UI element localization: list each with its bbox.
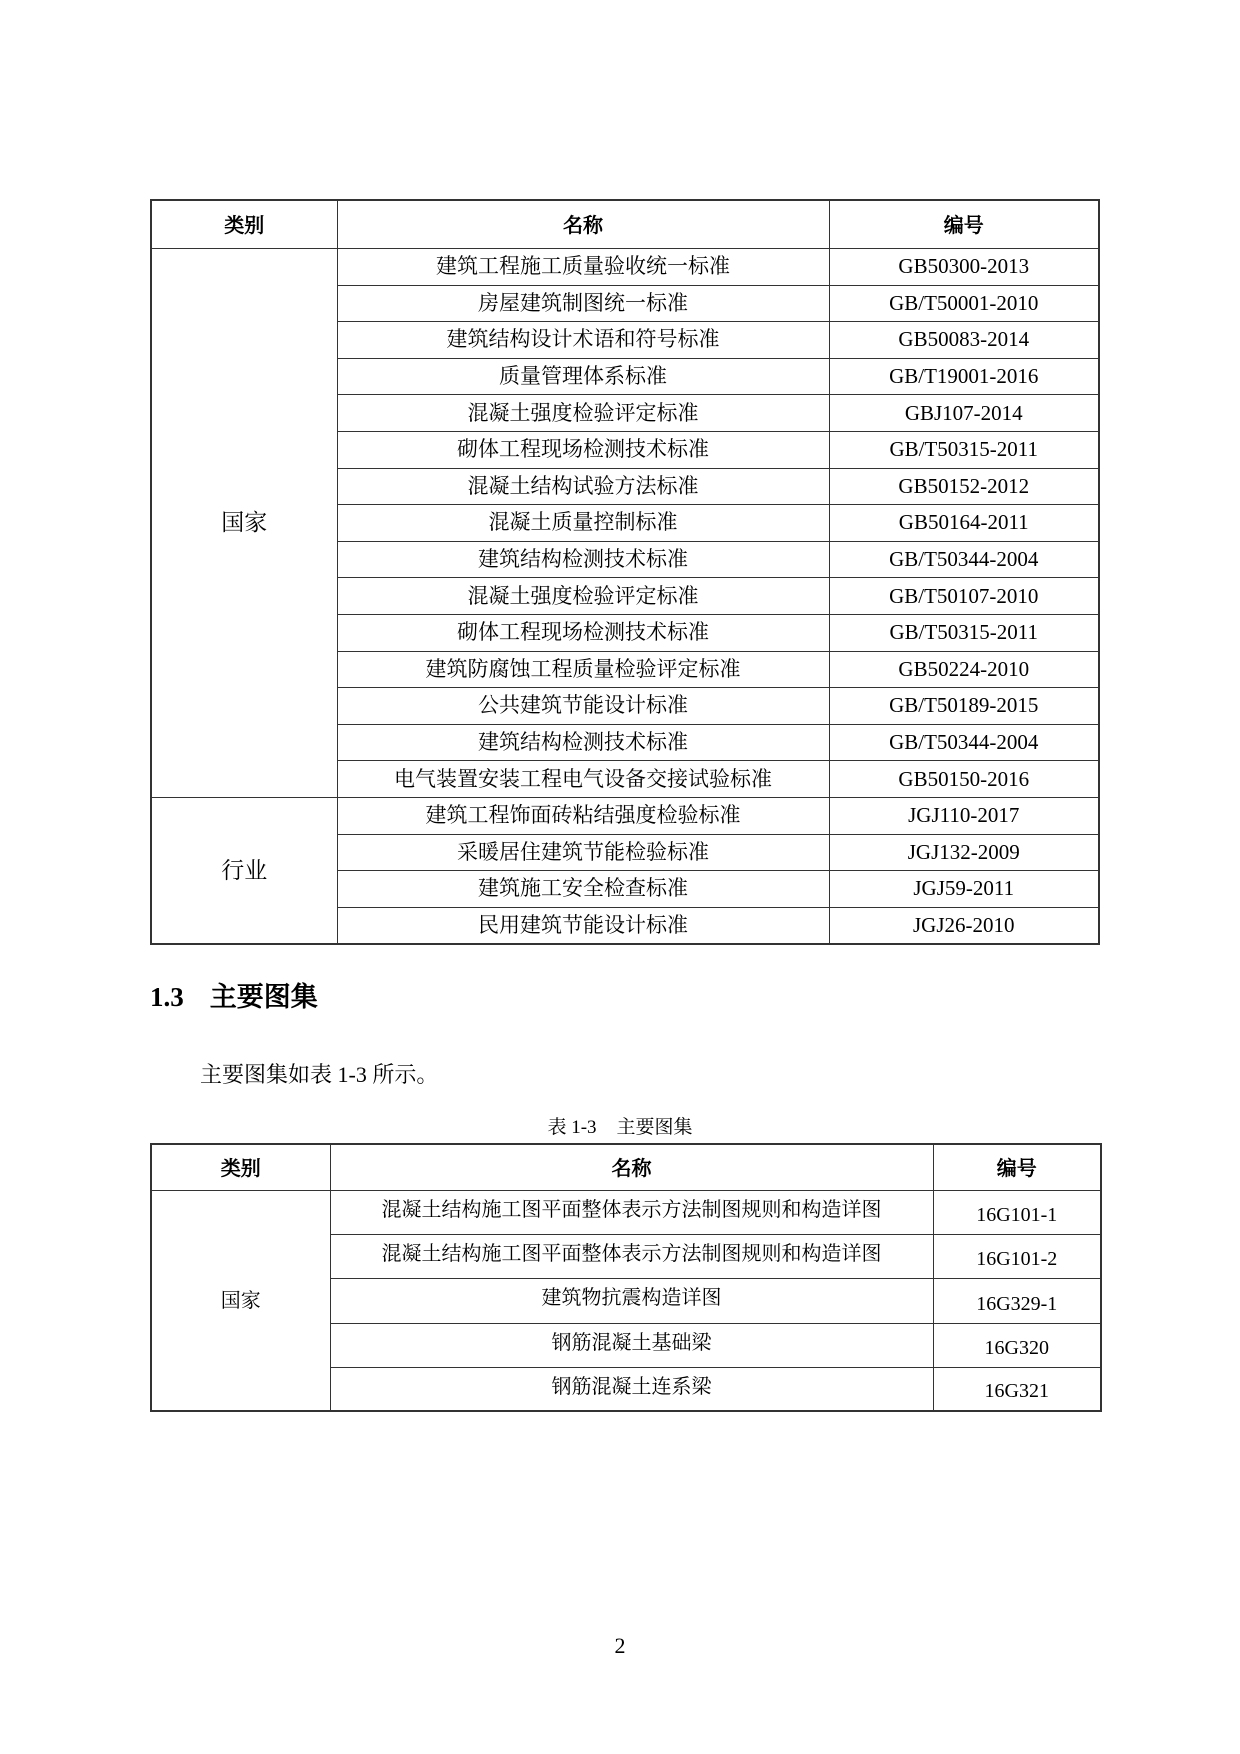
header-name: 名称 — [330, 1144, 933, 1191]
standard-code: GB/T50344-2004 — [829, 541, 1099, 578]
standard-code: GB/T50315-2011 — [829, 431, 1099, 468]
atlas-code: 16G321 — [933, 1367, 1101, 1411]
standard-name: 房屋建筑制图统一标准 — [337, 285, 829, 322]
standard-code: GB50300-2013 — [829, 249, 1099, 286]
header-category: 类别 — [151, 1144, 330, 1191]
standard-code: JGJ132-2009 — [829, 834, 1099, 871]
standard-name: 质量管理体系标准 — [337, 358, 829, 395]
standard-code: GB50224-2010 — [829, 651, 1099, 688]
table-row — [151, 797, 1099, 834]
standard-code: GB50164-2011 — [829, 505, 1099, 542]
page-number: 2 — [614, 1633, 626, 1658]
atlas-code: 16G101-2 — [933, 1235, 1101, 1279]
category-cell: 国家 — [151, 1191, 330, 1412]
standard-name: 混凝土结构试验方法标准 — [337, 468, 829, 505]
table-header-row — [151, 1144, 1101, 1191]
standard-name: 建筑工程饰面砖粘结强度检验标准 — [337, 797, 829, 834]
table-header-row — [151, 200, 1099, 249]
standard-code: GB/T50107-2010 — [829, 578, 1099, 615]
table-row — [151, 249, 1099, 286]
standard-code: GBJ107-2014 — [829, 395, 1099, 432]
caption-number: 表 1-3 — [547, 1117, 597, 1138]
standard-code: GB50152-2012 — [829, 468, 1099, 505]
standard-name: 建筑结构设计术语和符号标准 — [337, 322, 829, 359]
standard-name: 电气装置安装工程电气设备交接试验标准 — [337, 761, 829, 798]
standard-code: GB/T19001-2016 — [829, 358, 1099, 395]
standard-name: 混凝土质量控制标准 — [337, 505, 829, 542]
table-caption — [0, 1112, 1240, 1139]
header-category: 类别 — [151, 200, 337, 249]
header-code: 编号 — [829, 200, 1099, 249]
standard-name: 民用建筑节能设计标准 — [337, 907, 829, 944]
standard-name: 建筑结构检测技术标准 — [337, 724, 829, 761]
standard-name: 建筑工程施工质量验收统一标准 — [337, 249, 829, 286]
standard-code: GB/T50189-2015 — [829, 688, 1099, 725]
atlas-name: 混凝土结构施工图平面整体表示方法制图规则和构造详图 — [330, 1235, 933, 1279]
standard-name: 建筑防腐蚀工程质量检验评定标准 — [337, 651, 829, 688]
standard-code: GB/T50344-2004 — [829, 724, 1099, 761]
standard-code: GB/T50315-2011 — [829, 614, 1099, 651]
standard-code: JGJ26-2010 — [829, 907, 1099, 944]
standard-name: 公共建筑节能设计标准 — [337, 688, 829, 725]
atlas-code: 16G320 — [933, 1323, 1101, 1367]
standard-code: JGJ110-2017 — [829, 797, 1099, 834]
section-heading — [150, 975, 318, 1014]
caption-title: 主要图集 — [616, 1116, 693, 1138]
standard-name: 建筑结构检测技术标准 — [337, 541, 829, 578]
header-name: 名称 — [337, 200, 829, 249]
standard-name: 砌体工程现场检测技术标准 — [337, 431, 829, 468]
atlas-code: 16G329-1 — [933, 1279, 1101, 1323]
atlas-name: 建筑物抗震构造详图 — [330, 1279, 933, 1323]
standard-name: 混凝土强度检验评定标准 — [337, 578, 829, 615]
category-cell: 国家 — [151, 249, 337, 798]
section-number: 1.3 — [150, 982, 184, 1012]
atlas-table — [150, 1143, 1102, 1412]
body-paragraph: 主要图集如表 1-3 所示。 — [200, 1062, 439, 1087]
standard-code: JGJ59-2011 — [829, 871, 1099, 908]
standard-name: 混凝土强度检验评定标准 — [337, 395, 829, 432]
category-cell: 行业 — [151, 797, 337, 944]
standards-table — [150, 199, 1100, 945]
atlas-code: 16G101-1 — [933, 1191, 1101, 1235]
atlas-name: 钢筋混凝土基础梁 — [330, 1323, 933, 1367]
header-code: 编号 — [933, 1144, 1101, 1191]
table-row — [151, 1191, 1101, 1235]
atlas-name: 混凝土结构施工图平面整体表示方法制图规则和构造详图 — [330, 1191, 933, 1235]
atlas-name: 钢筋混凝土连系梁 — [330, 1367, 933, 1411]
standard-name: 采暖居住建筑节能检验标准 — [337, 834, 829, 871]
standard-name: 砌体工程现场检测技术标准 — [337, 614, 829, 651]
standard-code: GB/T50001-2010 — [829, 285, 1099, 322]
section-title: 主要图集 — [209, 982, 318, 1013]
standard-code: GB50083-2014 — [829, 322, 1099, 359]
standard-name: 建筑施工安全检查标准 — [337, 871, 829, 908]
standard-code: GB50150-2016 — [829, 761, 1099, 798]
